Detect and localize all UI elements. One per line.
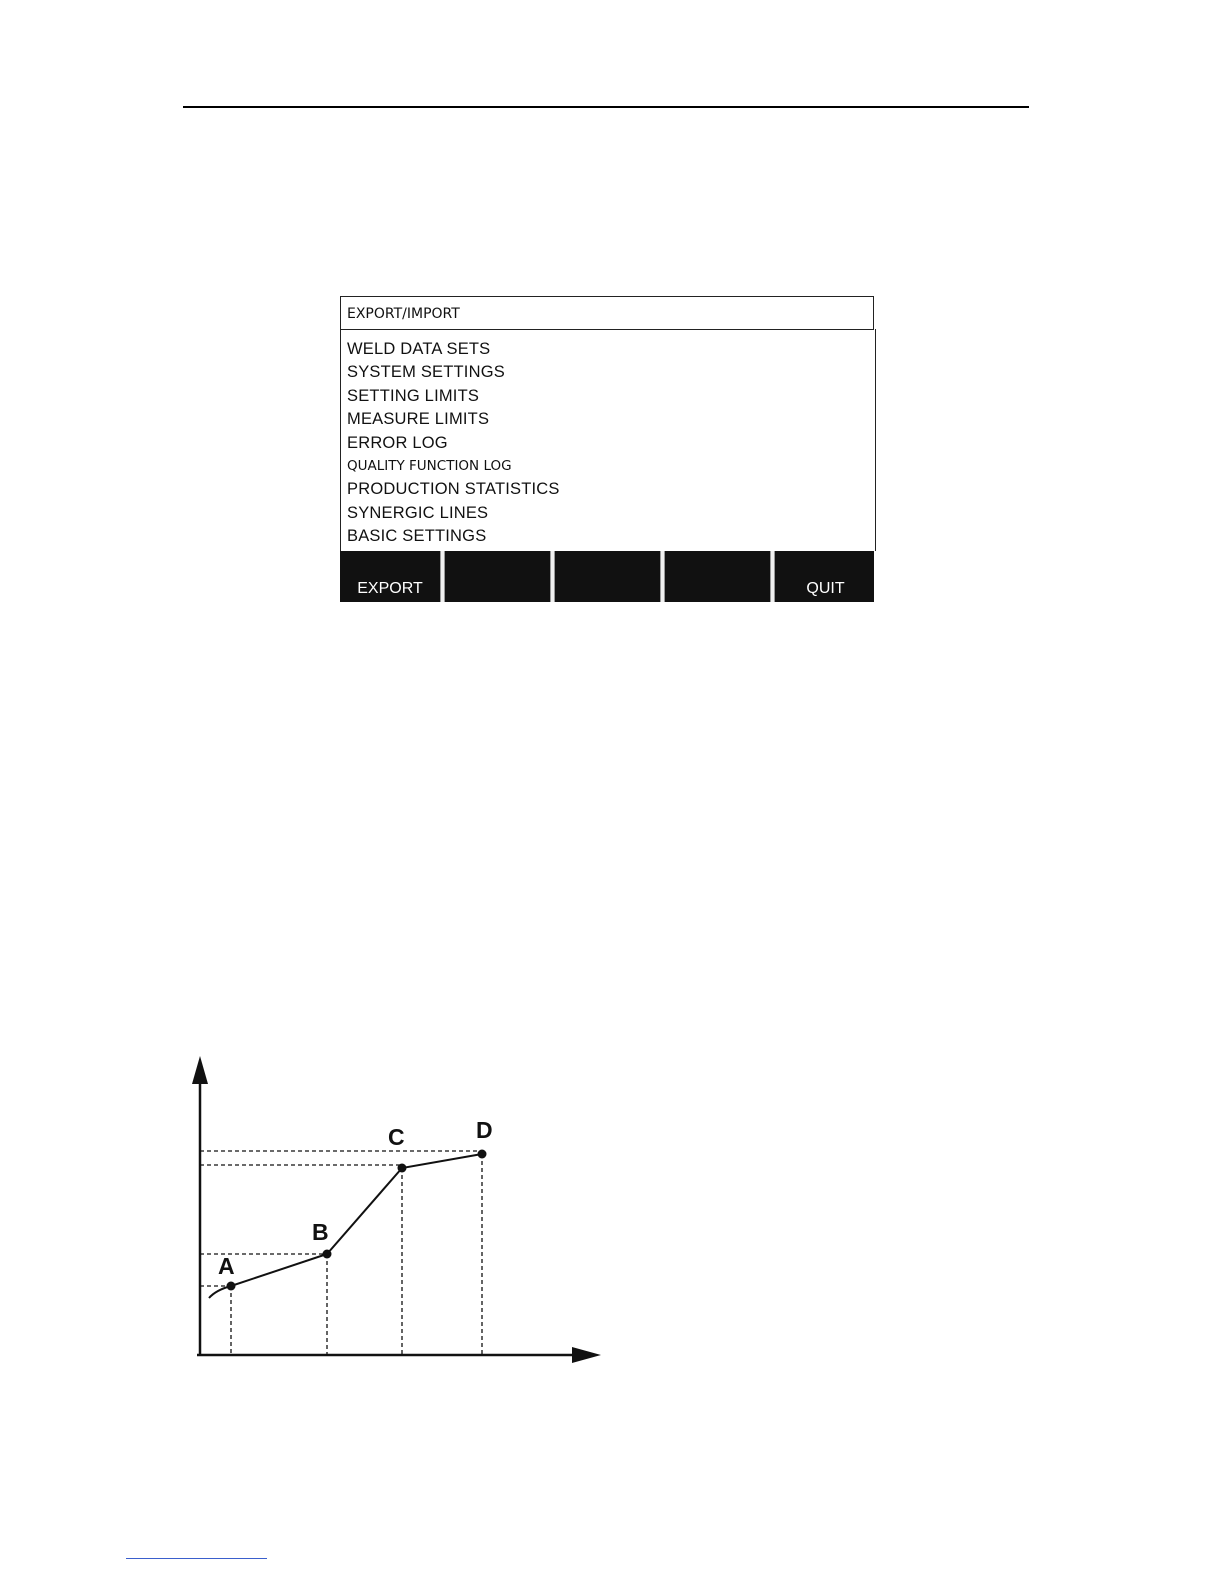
menu-item-quality-function-log[interactable]: QUALITY FUNCTION LOG (347, 457, 512, 474)
softkey-bar (340, 551, 874, 602)
screen-title: EXPORT/IMPORT (340, 296, 874, 330)
point-c-label: C (388, 1124, 405, 1150)
point-a-label: A (218, 1253, 235, 1279)
menu-item-setting-limits[interactable]: SETTING LIMITS (347, 386, 480, 405)
softkey-divider (660, 551, 665, 602)
menu-item-system-settings[interactable]: SYSTEM SETTINGS (347, 363, 505, 382)
menu-item-measure-limits[interactable]: MEASURE LIMITS (347, 410, 490, 429)
point-a-marker (227, 1282, 236, 1291)
softkey-3[interactable] (557, 551, 660, 602)
point-b-label: B (312, 1219, 329, 1245)
menu-item-weld-data-sets[interactable]: WELD DATA SETS (347, 340, 491, 358)
top-rule (183, 106, 1029, 108)
menu-item-basic-settings[interactable]: BASIC SETTINGS (347, 527, 487, 546)
x-axis-arrow-icon (572, 1347, 601, 1363)
softkey-divider (770, 551, 775, 602)
menu-area (340, 329, 876, 551)
synergic-curve (209, 1154, 482, 1298)
point-b-marker (323, 1250, 332, 1259)
menu-item-synergic-lines[interactable]: SYNERGIC LINES (347, 503, 489, 522)
menu-item-error-log[interactable]: ERROR LOG (347, 433, 448, 452)
softkey-divider (440, 551, 445, 602)
panel-screen (340, 296, 876, 606)
softkey-divider (550, 551, 555, 602)
menu-list (341, 329, 875, 549)
softkey-4[interactable] (667, 551, 770, 602)
synergic-line-graph (180, 1050, 610, 1370)
menu-item-production-statistics[interactable]: PRODUCTION STATISTICS (347, 480, 560, 499)
softkey-2[interactable] (447, 551, 550, 602)
point-c-marker (398, 1164, 407, 1173)
point-d-label: D (476, 1117, 493, 1143)
y-axis-arrow-icon (192, 1056, 208, 1084)
footnote-rule (126, 1558, 267, 1559)
export-softkey[interactable]: EXPORT (340, 551, 440, 602)
point-d-marker (478, 1150, 487, 1159)
quit-softkey[interactable]: QUIT (777, 551, 874, 602)
